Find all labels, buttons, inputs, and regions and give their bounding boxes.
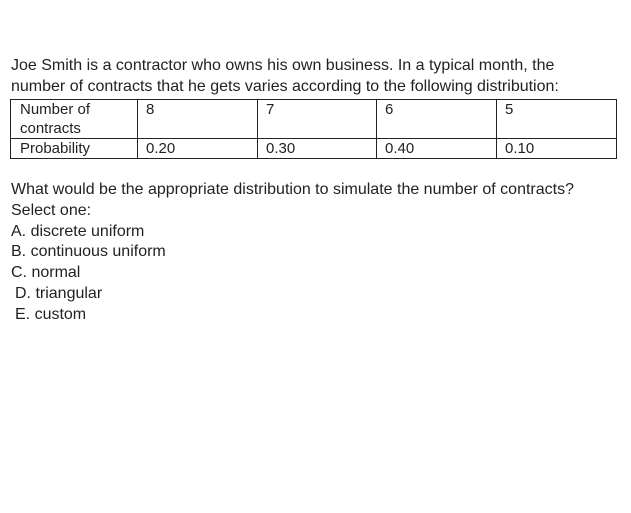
problem-statement	[11, 55, 559, 97]
table-cell-probability: 0.20	[138, 139, 258, 159]
table-cell-probability: 0.10	[497, 139, 617, 159]
answer-option-e[interactable]: E. custom	[15, 306, 87, 323]
select-one-label: Select one:	[11, 202, 92, 219]
question-text: What would be the appropriate distribution to simulate the number of contracts?	[11, 181, 574, 198]
row-label-probability: Probability	[11, 139, 138, 159]
answer-option-c[interactable]: C. normal	[11, 264, 81, 281]
table-cell-number: 8	[138, 100, 258, 139]
table-cell-probability: 0.40	[377, 139, 497, 159]
table-row-probability	[11, 139, 617, 159]
row-label-line-2: contracts	[20, 120, 81, 137]
problem-statement-line-2: number of contracts that he gets varies according to the following distribution:	[11, 78, 559, 95]
answer-option-a[interactable]: A. discrete uniform	[11, 223, 145, 240]
table-row-number-of-contracts	[11, 100, 617, 139]
table-cell-number: 7	[258, 100, 377, 139]
row-label-line-1: Number of	[20, 101, 91, 118]
answer-option-d[interactable]: D. triangular	[15, 285, 103, 302]
row-label-number-of-contracts	[11, 100, 138, 139]
answer-option-b[interactable]: B. continuous uniform	[11, 243, 166, 260]
table-cell-number: 5	[497, 100, 617, 139]
distribution-table	[10, 99, 617, 159]
table-cell-number: 6	[377, 100, 497, 139]
problem-statement-line-1: Joe Smith is a contractor who owns his own business. In a typical month, the	[11, 57, 555, 74]
table-cell-probability: 0.30	[258, 139, 377, 159]
